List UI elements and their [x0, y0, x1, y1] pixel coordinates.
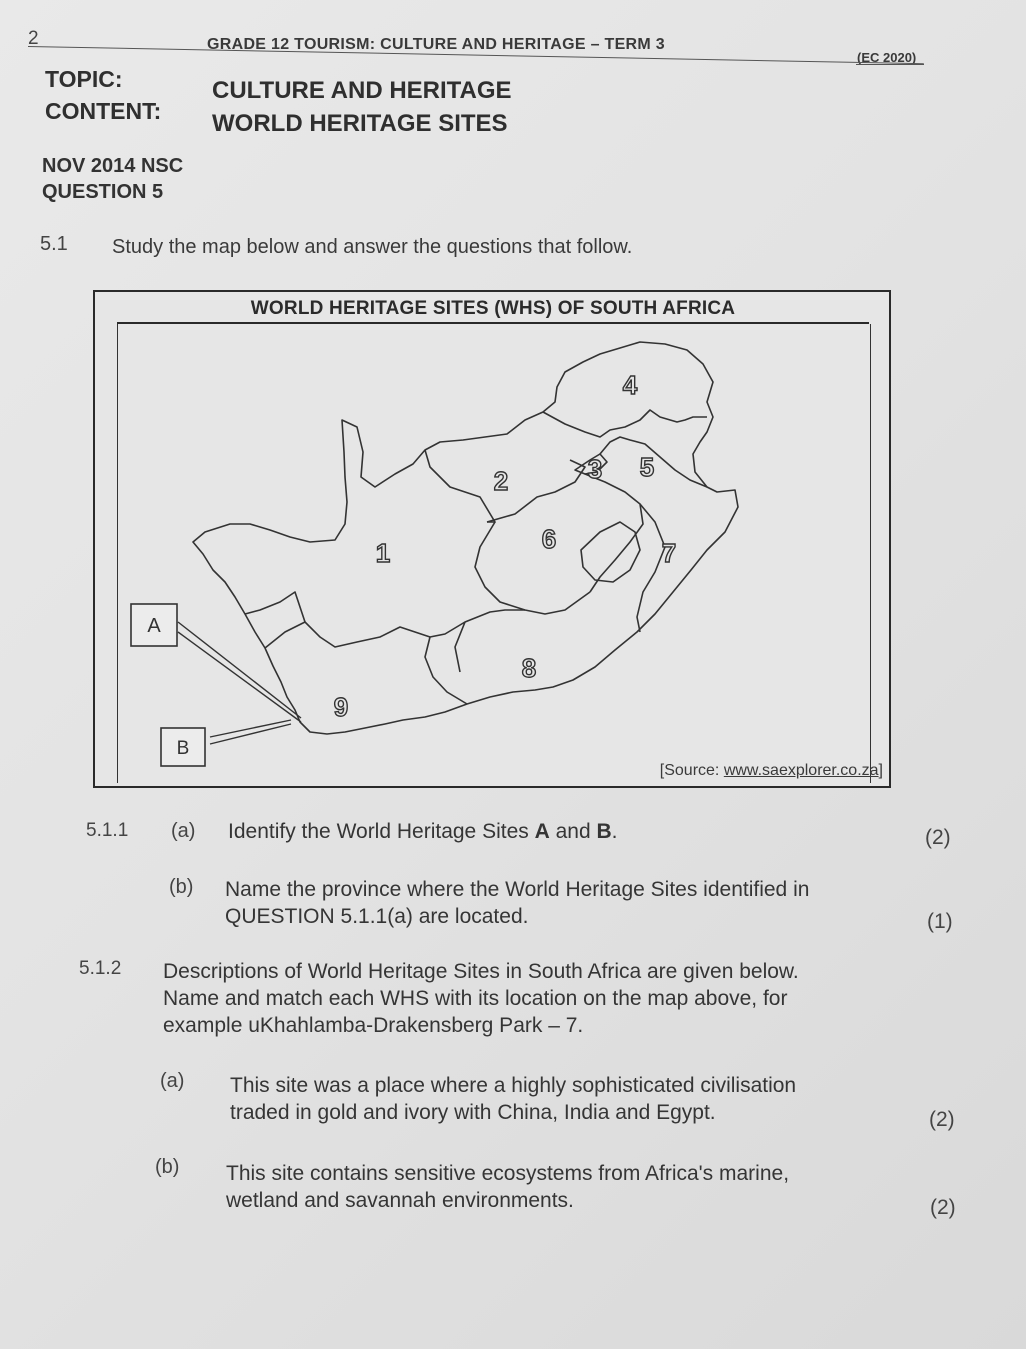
- boundary-limpopo: [543, 410, 707, 437]
- boundary-nc-nw: [425, 450, 495, 522]
- q5-1-2-text: [163, 958, 799, 1039]
- province-label-1: 1: [375, 538, 391, 568]
- source-link[interactable]: www.saexplorer.co.za: [723, 762, 879, 779]
- q5-1-2a-text: [230, 1072, 796, 1126]
- country-outline: [193, 342, 738, 734]
- callout-label-a: A: [147, 615, 161, 637]
- q5-1-2a-line-2: traded in gold and ivory with China, India and Egypt.: [230, 1101, 716, 1124]
- q5-1-1a-label: (a): [171, 820, 196, 842]
- q5-1-2a-marks: (2): [929, 1108, 955, 1131]
- content-value: WORLD HERITAGE SITES: [212, 110, 508, 137]
- callout-label-b: B: [176, 738, 190, 759]
- source-prefix: [Source:: [659, 762, 724, 779]
- q5-1-1a-site-b: B: [596, 820, 612, 843]
- q5-1-2-number: 5.1.2: [79, 958, 122, 979]
- question-number: QUESTION 5: [42, 181, 164, 203]
- province-label-9: 9: [333, 692, 349, 722]
- q5-1-2b-label: (b): [155, 1156, 180, 1178]
- south-africa-map: [95, 292, 893, 790]
- q5-1-1b-marks: (1): [927, 910, 953, 933]
- boundary-ec-kzn: [637, 504, 665, 632]
- q5-1-text: Study the map below and answer the questions that follow.: [112, 236, 633, 258]
- q5-1-1a-site-a: A: [534, 820, 550, 843]
- boundary-nc-wc: [245, 592, 305, 622]
- q5-1-2-line-3: example uKhahlamba-Drakensberg Park – 7.: [163, 1014, 584, 1037]
- page-number: 2: [28, 28, 39, 49]
- province-label-3: 3: [587, 454, 603, 484]
- q5-1-1a-text: [228, 818, 618, 845]
- code-underline: [856, 64, 924, 65]
- q5-1-1a-text-1: Identify the World Heritage Sites: [228, 820, 535, 843]
- boundary-fs-kzn: [585, 474, 643, 592]
- q5-1-2b-line-1: This site contains sensitive ecosystems from Africa's marine,: [226, 1162, 790, 1185]
- map-title: WORLD HERITAGE SITES (WHS) OF SOUTH AFRICA: [250, 298, 736, 319]
- q5-1-2b-line-2: wetland and savannah environments.: [226, 1189, 574, 1212]
- q5-1-1a-marks: (2): [925, 826, 951, 849]
- q5-1-1b-label: (b): [169, 876, 194, 898]
- province-label-5: 5: [639, 452, 655, 482]
- content-label: CONTENT:: [45, 98, 162, 124]
- q5-1-1a-text-2: and: [549, 820, 597, 843]
- boundary-wc-ec: [425, 637, 467, 704]
- q5-1-1-number: 5.1.1: [86, 820, 129, 841]
- q5-1-1b-text: [225, 876, 809, 930]
- map-source: [660, 762, 883, 780]
- q5-1-2b-marks: (2): [930, 1196, 956, 1219]
- exam-session: NOV 2014 NSC: [42, 155, 184, 177]
- q5-1-1a-text-3: .: [611, 820, 618, 843]
- province-label-8: 8: [521, 653, 537, 683]
- q5-1-2a-label: (a): [160, 1070, 185, 1092]
- header-code: (EC 2020): [857, 50, 917, 65]
- map-figure: [93, 290, 891, 788]
- boundary-ec-inner: [455, 622, 465, 672]
- source-suffix: ]: [878, 762, 883, 779]
- callout-lines: [178, 622, 301, 744]
- boundary-fs-west: [475, 522, 590, 614]
- header-title: GRADE 12 TOURISM: CULTURE AND HERITAGE – TERM 3: [207, 36, 665, 53]
- province-label-6: 6: [541, 524, 557, 554]
- topic-value: CULTURE AND HERITAGE: [212, 77, 512, 104]
- province-label-4: 4: [622, 370, 638, 400]
- q5-1-2-line-1: Descriptions of World Heritage Sites in South Africa are given below.: [163, 960, 799, 983]
- q5-1-2b-text: [226, 1160, 789, 1214]
- q5-1-number: 5.1: [40, 233, 68, 255]
- topic-label: TOPIC:: [45, 66, 123, 92]
- boundary-nc-wc-ec: [265, 610, 525, 648]
- q5-1-1b-line-2: QUESTION 5.1.1(a) are located.: [225, 905, 529, 928]
- province-label-2: 2: [493, 466, 509, 496]
- boundary-lesotho: [581, 522, 640, 582]
- q5-1-2-line-2: Name and match each WHS with its location on the map above, for: [163, 987, 788, 1010]
- province-label-7: 7: [661, 538, 677, 568]
- q5-1-1b-line-1: Name the province where the World Heritage Sites identified in: [225, 878, 810, 901]
- q5-1-2a-line-1: This site was a place where a highly sophisticated civilisation: [230, 1074, 797, 1097]
